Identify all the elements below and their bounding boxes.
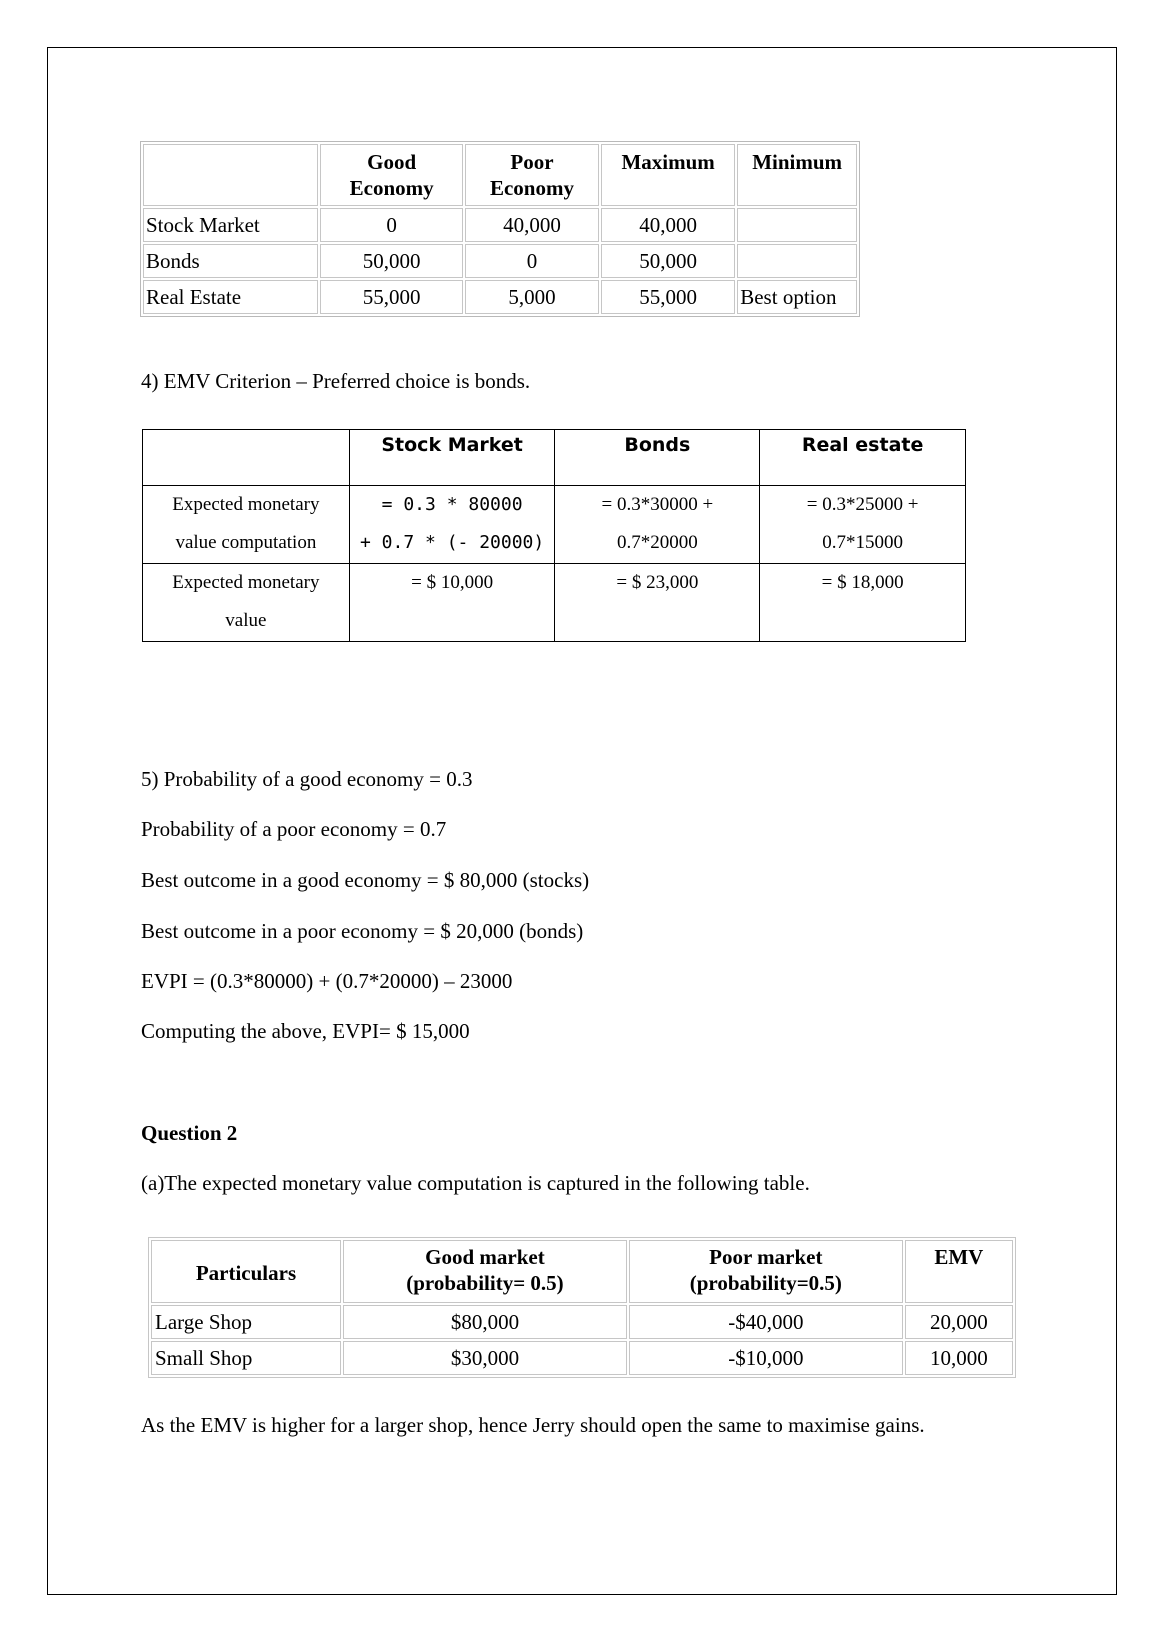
table-header-cell: Bonds	[555, 430, 760, 486]
table-cell: = $ 10,000	[349, 564, 555, 642]
table-cell: $30,000	[343, 1341, 627, 1375]
row-label: Large Shop	[151, 1305, 341, 1339]
text-line: value computation	[175, 532, 317, 553]
table-cell: 0	[465, 244, 599, 278]
evpi-line: Computing the above, EVPI= $ 15,000	[141, 1019, 470, 1043]
evpi-line: Best outcome in a good economy = $ 80,000 (stocks)	[141, 868, 590, 892]
table-cell: -$10,000	[629, 1341, 903, 1375]
question-2-heading: Question 2	[141, 1121, 238, 1145]
row-label: Small Shop	[151, 1341, 341, 1375]
text-line: value	[225, 610, 267, 631]
table-cell: 50,000	[320, 244, 462, 278]
table-header-row	[143, 430, 966, 486]
table-header-cell	[343, 1240, 627, 1303]
table-header-cell: Real estate	[760, 430, 966, 486]
table-cell: Best option	[737, 280, 857, 314]
emv-criterion-heading: 4) EMV Criterion – Preferred choice is bonds.	[141, 369, 531, 393]
table-cell: = $ 23,000	[555, 564, 760, 642]
table-cell: 10,000	[905, 1341, 1013, 1375]
text-line: Expected monetary	[172, 494, 320, 515]
text-line: (probability=0.5)	[689, 1271, 842, 1295]
table-row	[143, 280, 857, 314]
evpi-line: 5) Probability of a good economy = 0.3	[141, 767, 473, 791]
text-line: Poor market	[709, 1245, 823, 1269]
table-row	[143, 486, 966, 564]
payoff-table	[140, 141, 860, 317]
evpi-line: EVPI = (0.3*80000) + (0.7*20000) – 23000	[141, 969, 513, 993]
table-cell: $80,000	[343, 1305, 627, 1339]
table-row	[151, 1341, 1013, 1375]
table-cell	[737, 208, 857, 242]
question-2-intro: (a)The expected monetary value computation is captured in the following table.	[141, 1171, 810, 1195]
shop-emv-table	[148, 1237, 1016, 1378]
table-cell	[737, 244, 857, 278]
table-header-cell: Good Economy	[320, 144, 462, 206]
row-label: Stock Market	[143, 208, 318, 242]
text-line: = 0.3*30000 +	[601, 494, 714, 515]
table-header-cell	[143, 144, 318, 206]
table-cell	[349, 486, 555, 564]
table-header-cell	[143, 430, 350, 486]
text-line: Good market	[425, 1245, 545, 1269]
table-row	[151, 1305, 1013, 1339]
table-cell: 55,000	[320, 280, 462, 314]
table-cell	[555, 486, 760, 564]
emv-table	[142, 429, 966, 642]
table-cell: 5,000	[465, 280, 599, 314]
row-label	[143, 564, 350, 642]
table-cell: 55,000	[601, 280, 735, 314]
row-label	[143, 486, 350, 564]
text-line: = 0.3 * 80000	[381, 494, 523, 515]
table-cell: = $ 18,000	[760, 564, 966, 642]
table-cell	[760, 486, 966, 564]
evpi-line: Best outcome in a poor economy = $ 20,000 (bonds)	[141, 919, 584, 943]
table-cell: 20,000	[905, 1305, 1013, 1339]
table-cell: 0	[320, 208, 462, 242]
table-header-cell	[629, 1240, 903, 1303]
table-header-row	[143, 144, 857, 206]
table-row	[143, 244, 857, 278]
text-line: Expected monetary	[172, 572, 320, 593]
conclusion-text: As the EMV is higher for a larger shop, hence Jerry should open the same to maximise gains.	[141, 1413, 925, 1437]
text-line: (probability= 0.5)	[406, 1271, 564, 1295]
table-cell: 40,000	[601, 208, 735, 242]
text-line: = 0.3*25000 +	[806, 494, 919, 515]
table-header-cell: Poor Economy	[465, 144, 599, 206]
table-header-cell: Maximum	[601, 144, 735, 206]
table-cell: 40,000	[465, 208, 599, 242]
evpi-line: Probability of a poor economy = 0.7	[141, 817, 447, 841]
table-header-cell: EMV	[905, 1240, 1013, 1303]
table-header-cell: Particulars	[151, 1240, 341, 1303]
table-header-cell: Stock Market	[349, 430, 555, 486]
table-header-row	[151, 1240, 1013, 1303]
row-label: Real Estate	[143, 280, 318, 314]
text-line: + 0.7 * (- 20000)	[360, 532, 545, 553]
table-cell: 50,000	[601, 244, 735, 278]
table-row	[143, 208, 857, 242]
text-line: 0.7*20000	[616, 532, 698, 553]
table-cell: -$40,000	[629, 1305, 903, 1339]
table-row	[143, 564, 966, 642]
row-label: Bonds	[143, 244, 318, 278]
table-header-cell: Minimum	[737, 144, 857, 206]
text-line: 0.7*15000	[822, 532, 903, 553]
